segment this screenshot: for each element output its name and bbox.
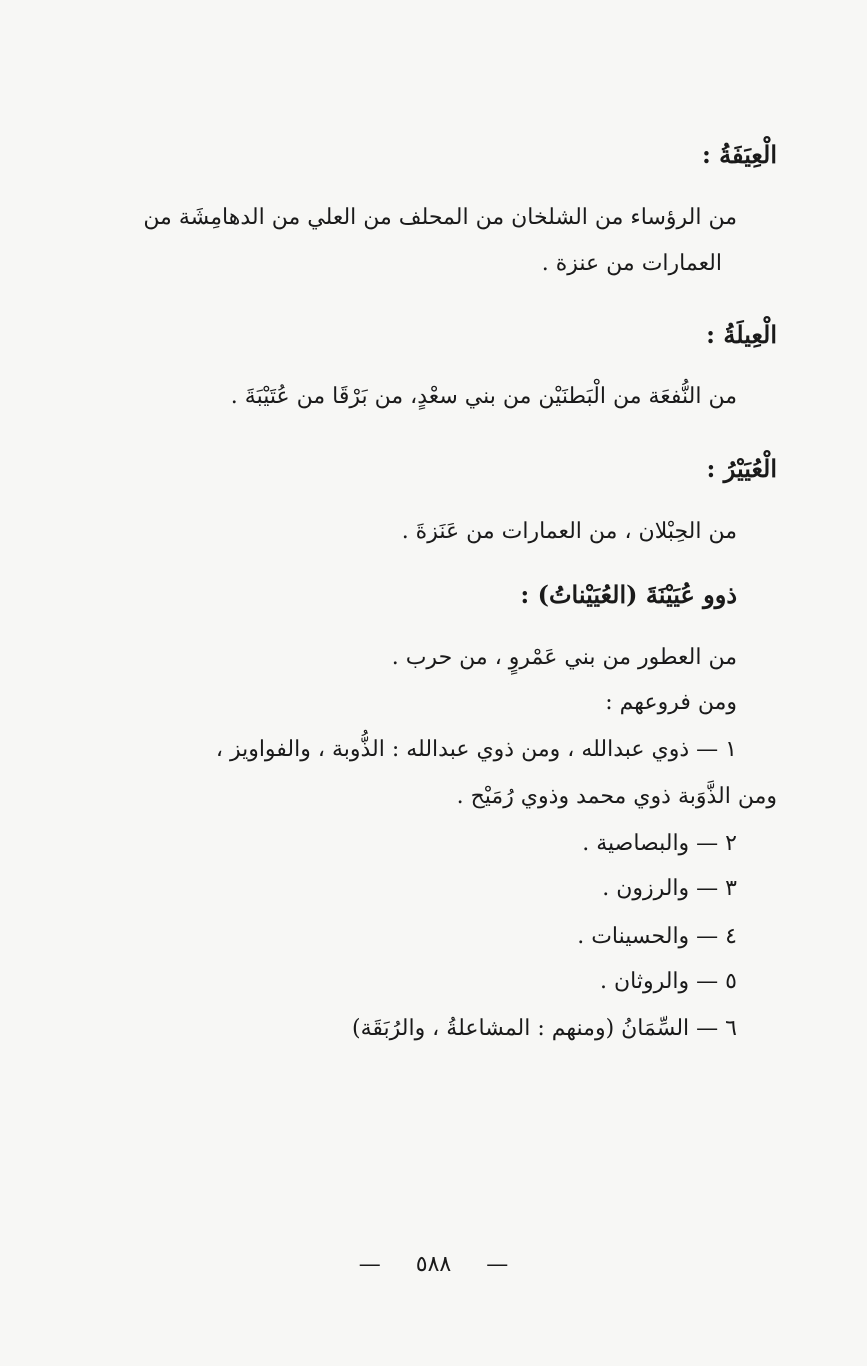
entry-heading: الْعِيلَةُ : <box>706 320 777 349</box>
list-item: ٥ — والروثان . <box>600 969 737 994</box>
list-item: ٦ — السِّمَانُ (ومنهم : المشاعلةُ ، والرُبَقَة) <box>351 1016 737 1041</box>
entry-text-line: من العطور من بني عَمْروٍ ، من حرب . <box>391 645 737 670</box>
entry-heading: الْعُيَيْرُ : <box>706 454 777 483</box>
page-number: ٥٨٨ <box>415 1252 452 1277</box>
list-item: ٤ — والحسينات . <box>577 924 737 949</box>
list-item: ٢ — والبصاصية . <box>582 831 737 856</box>
entry-text-line: العمارات من عنزة . <box>541 251 722 276</box>
list-item: ٣ — والرزون . <box>602 876 737 901</box>
entry-text-line: من النُّفعَة من الْبَطنَيْن من بني سعْدٍ، من بَرْقَا من عُتَيْبَةَ . <box>230 384 737 409</box>
entry-heading: ذوو عُيَيْنَةَ (العُيَيْناتُ) : <box>520 580 737 609</box>
entry-text-line: من الحِبْلان ، من العمارات من عَنَزةَ . <box>401 519 737 544</box>
list-item: ١ — ذوي عبدالله ، ومن ذوي عبدالله : الذُّوبة ، والفواويز ، <box>215 737 737 762</box>
footer-dash-left: — <box>358 1252 381 1277</box>
entry-text-line: ومن الذَّوَبة ذوي محمد وذوي رُمَيْح . <box>456 784 777 809</box>
entry-text-line: ومن فروعهم : <box>605 690 737 715</box>
entry-text-line: من الرؤساء من الشلخان من المحلف من العلي من الدهامِشَة من <box>143 205 737 230</box>
footer-dash-right: — <box>486 1252 509 1277</box>
entry-heading: الْعِيَفَةُ : <box>701 140 777 169</box>
page-footer <box>0 1250 867 1280</box>
